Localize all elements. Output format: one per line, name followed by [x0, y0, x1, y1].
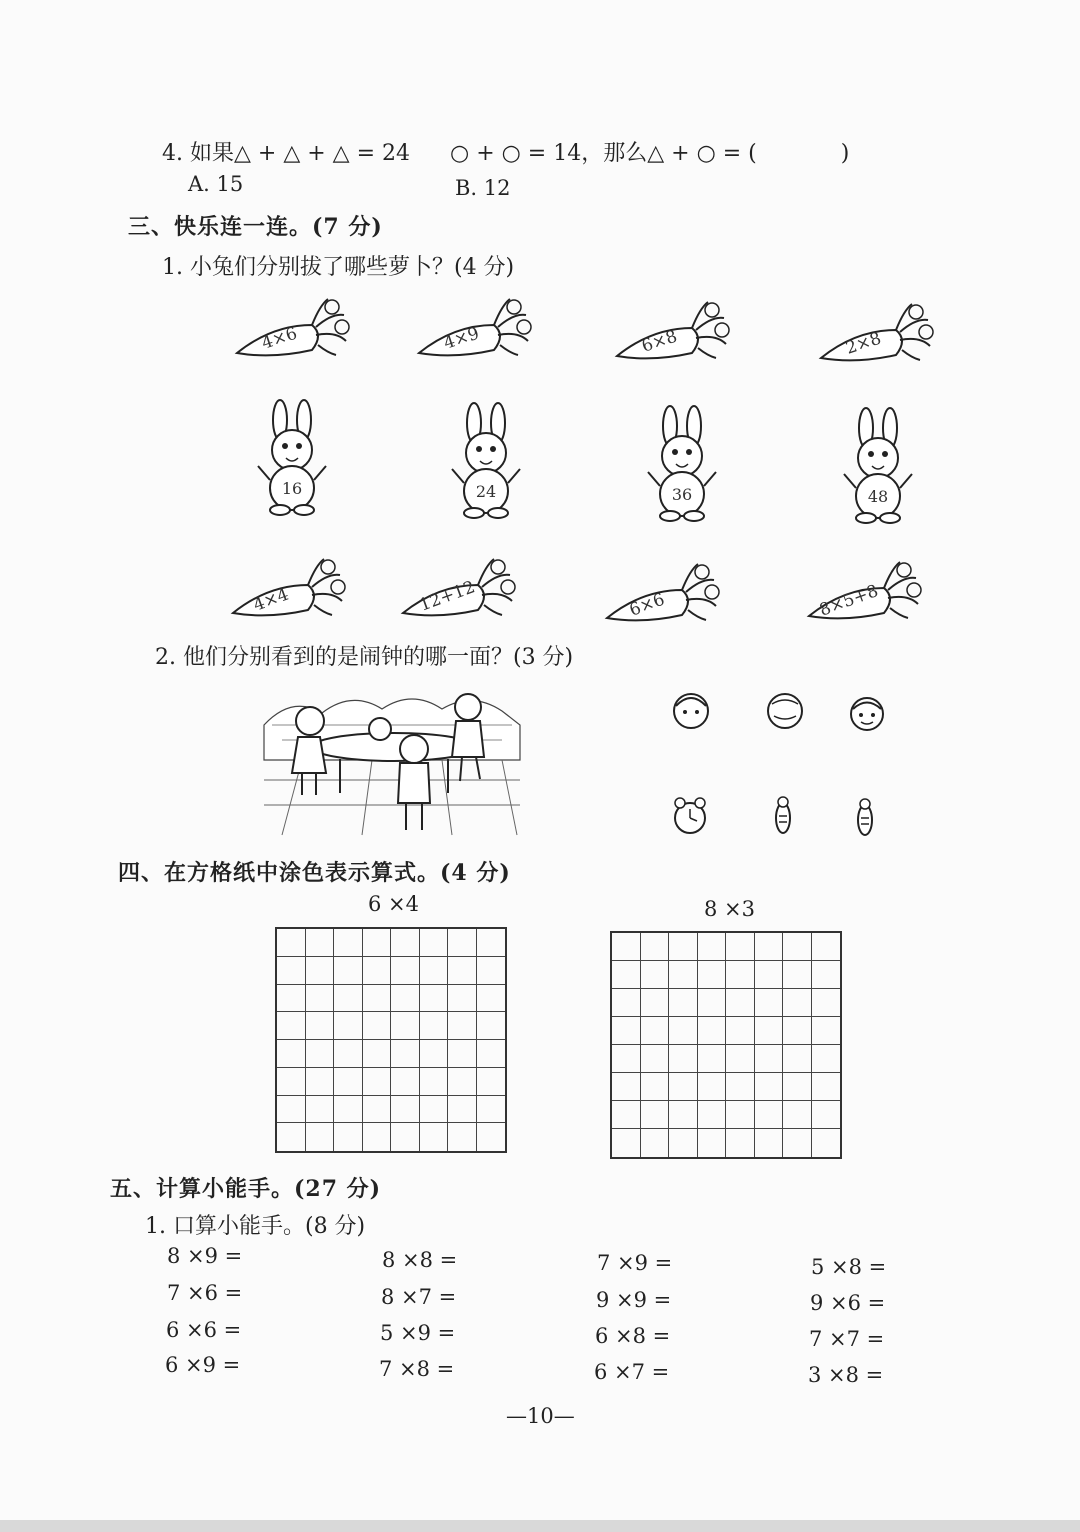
- grid-cell[interactable]: [420, 957, 449, 985]
- grid-cell[interactable]: [812, 1129, 841, 1157]
- grid-cell[interactable]: [306, 1040, 335, 1068]
- question-4-part-c: ): [840, 141, 850, 166]
- grid-cell[interactable]: [612, 1129, 641, 1157]
- grid-cell[interactable]: [363, 929, 392, 957]
- grid-cell[interactable]: [363, 957, 392, 985]
- grid-cell[interactable]: [448, 1096, 477, 1124]
- grid-cell[interactable]: [755, 933, 784, 961]
- grid-cell[interactable]: [669, 961, 698, 989]
- grid-cell[interactable]: [306, 985, 335, 1013]
- grid-cell[interactable]: [612, 989, 641, 1017]
- grid-cell[interactable]: [277, 957, 306, 985]
- view-boy-face[interactable]: [846, 694, 888, 738]
- calc-item: 8 ×9 =: [167, 1244, 243, 1268]
- girl-face-icon: [668, 690, 714, 732]
- carrot-label: 8×5+8: [816, 581, 881, 621]
- back-of-head-icon: [762, 690, 808, 732]
- grid-cell[interactable]: [477, 929, 506, 957]
- grid-cell[interactable]: [306, 1068, 335, 1096]
- bunny[interactable]: [252, 400, 332, 518]
- calc-item: 6 ×6 =: [166, 1318, 242, 1342]
- grid-cell[interactable]: [641, 1045, 670, 1073]
- bunny-icon: [446, 403, 526, 521]
- grid-cell[interactable]: [726, 1073, 755, 1101]
- grid-cell[interactable]: [698, 961, 727, 989]
- carrot-icon: [804, 558, 928, 628]
- grid-cell[interactable]: [448, 1040, 477, 1068]
- grid-cell[interactable]: [277, 1040, 306, 1068]
- grid-cell[interactable]: [641, 989, 670, 1017]
- grid-cell[interactable]: [812, 1045, 841, 1073]
- grid-cell[interactable]: [669, 1017, 698, 1045]
- calc-item: 6 ×7 =: [594, 1360, 670, 1384]
- question-4-stem: [162, 136, 849, 167]
- grid-cell[interactable]: [420, 1068, 449, 1096]
- grid-cell[interactable]: [755, 1017, 784, 1045]
- grid-cell[interactable]: [277, 1123, 306, 1151]
- grid-cell[interactable]: [812, 1101, 841, 1129]
- option-a: A. 15: [188, 172, 244, 196]
- grid-cell[interactable]: [612, 933, 641, 961]
- bunny-icon: [252, 400, 332, 518]
- grid-cell[interactable]: [783, 1045, 812, 1073]
- grid-cell[interactable]: [448, 957, 477, 985]
- grid-cell[interactable]: [698, 933, 727, 961]
- calc-item: 7 ×7 =: [809, 1327, 885, 1351]
- grid-cell[interactable]: [334, 1096, 363, 1124]
- carrot-icon: [228, 555, 348, 625]
- view-girl-face[interactable]: [668, 690, 714, 736]
- grid-cell[interactable]: [812, 1017, 841, 1045]
- bunny-icon: [838, 408, 918, 526]
- grid-paper-left[interactable]: [275, 927, 507, 1153]
- calc-item: 7 ×9 =: [597, 1251, 673, 1275]
- grid-cell[interactable]: [612, 1017, 641, 1045]
- grid-cell[interactable]: [812, 933, 841, 961]
- grid-cell[interactable]: [726, 1129, 755, 1157]
- grid-cell[interactable]: [363, 1123, 392, 1151]
- section-5-title: 五、计算小能手。(27 分): [110, 1176, 382, 1202]
- carrot[interactable]: [228, 555, 348, 625]
- boy-face-icon: [846, 694, 888, 734]
- grid-cell[interactable]: [391, 1040, 420, 1068]
- bottom-scroll-bar: [0, 1520, 1080, 1532]
- carrot[interactable]: [804, 558, 928, 628]
- grid-cell[interactable]: [363, 1040, 392, 1068]
- carrot-label: 2×8: [843, 328, 884, 359]
- bunny-label: 16: [281, 479, 303, 498]
- grid-left-label: 6 ×4: [368, 892, 419, 916]
- bunny-label: 48: [867, 487, 889, 506]
- grid-cell[interactable]: [698, 1101, 727, 1129]
- grid-cell[interactable]: [698, 1045, 727, 1073]
- grid-cell[interactable]: [334, 957, 363, 985]
- grid-cell[interactable]: [726, 933, 755, 961]
- grid-cell[interactable]: [783, 989, 812, 1017]
- grid-cell[interactable]: [448, 929, 477, 957]
- grid-cell[interactable]: [755, 1045, 784, 1073]
- bunny[interactable]: [838, 408, 918, 526]
- calc-item: 7 ×6 =: [167, 1281, 243, 1305]
- grid-cell[interactable]: [669, 1073, 698, 1101]
- grid-cell[interactable]: [783, 1017, 812, 1045]
- clock-side-view-left[interactable]: [770, 796, 796, 842]
- grid-cell[interactable]: [306, 929, 335, 957]
- grid-cell[interactable]: [477, 1068, 506, 1096]
- calc-item: 6 ×9 =: [165, 1353, 241, 1377]
- grid-cell[interactable]: [420, 1096, 449, 1124]
- carrot-icon: [398, 555, 518, 625]
- grid-paper-right[interactable]: [610, 931, 842, 1159]
- clock-side-icon: [770, 796, 796, 838]
- grid-cell[interactable]: [755, 1101, 784, 1129]
- view-back-of-head[interactable]: [762, 690, 808, 736]
- grid-cell[interactable]: [448, 985, 477, 1013]
- grid-cell[interactable]: [477, 1040, 506, 1068]
- grid-cell[interactable]: [698, 1017, 727, 1045]
- grid-cell[interactable]: [277, 929, 306, 957]
- grid-cell[interactable]: [612, 1073, 641, 1101]
- option-b: B. 12: [455, 176, 511, 200]
- calc-item: 5 ×9 =: [380, 1321, 456, 1345]
- grid-cell[interactable]: [391, 985, 420, 1013]
- grid-cell[interactable]: [755, 961, 784, 989]
- grid-cell[interactable]: [698, 989, 727, 1017]
- grid-cell[interactable]: [477, 1012, 506, 1040]
- grid-cell[interactable]: [334, 1123, 363, 1151]
- carrot[interactable]: [816, 300, 936, 370]
- clock-front-view[interactable]: [670, 796, 710, 842]
- grid-cell[interactable]: [448, 1068, 477, 1096]
- calc-item: 8 ×7 =: [381, 1285, 457, 1309]
- grid-cell[interactable]: [641, 961, 670, 989]
- section-5-q1: 1. 口算小能手。(8 分): [145, 1214, 366, 1239]
- carrot-icon: [612, 298, 732, 368]
- carrot-icon: [232, 295, 352, 365]
- grid-cell[interactable]: [306, 1096, 335, 1124]
- grid-cell[interactable]: [277, 1068, 306, 1096]
- grid-cell[interactable]: [391, 1096, 420, 1124]
- grid-cell[interactable]: [477, 985, 506, 1013]
- bunny-label: 24: [475, 482, 497, 501]
- grid-cell[interactable]: [306, 957, 335, 985]
- grid-cell[interactable]: [420, 1040, 449, 1068]
- grid-cell[interactable]: [448, 1012, 477, 1040]
- grid-cell[interactable]: [812, 1073, 841, 1101]
- grid-cell[interactable]: [277, 1012, 306, 1040]
- grid-cell[interactable]: [783, 1073, 812, 1101]
- grid-cell[interactable]: [363, 1068, 392, 1096]
- grid-cell[interactable]: [334, 1012, 363, 1040]
- grid-cell[interactable]: [334, 1068, 363, 1096]
- grid-cell[interactable]: [783, 933, 812, 961]
- grid-cell[interactable]: [612, 1101, 641, 1129]
- carrot-label: 6×8: [639, 326, 680, 357]
- grid-cell[interactable]: [698, 1073, 727, 1101]
- grid-cell[interactable]: [783, 1129, 812, 1157]
- question-4-part-a: 4. 如果△ + △ + △ = 24: [162, 141, 410, 166]
- clock-side-view-right[interactable]: [852, 798, 878, 844]
- section-3-q1: 1. 小兔们分别拔了哪些萝卜？(4 分): [162, 255, 515, 280]
- grid-cell[interactable]: [420, 1012, 449, 1040]
- grid-cell[interactable]: [477, 957, 506, 985]
- grid-cell[interactable]: [391, 929, 420, 957]
- carrot[interactable]: [602, 560, 722, 630]
- grid-cell[interactable]: [420, 929, 449, 957]
- grid-cell[interactable]: [391, 1123, 420, 1151]
- grid-cell[interactable]: [448, 1123, 477, 1151]
- grid-cell[interactable]: [612, 1045, 641, 1073]
- grid-cell[interactable]: [334, 985, 363, 1013]
- bunny[interactable]: [642, 406, 722, 524]
- grid-cell[interactable]: [755, 989, 784, 1017]
- grid-cell[interactable]: [726, 1017, 755, 1045]
- calc-item: 8 ×8 =: [382, 1248, 458, 1272]
- children-table-scene-icon: [262, 685, 522, 840]
- bunny-label: 36: [671, 485, 693, 504]
- grid-cell[interactable]: [726, 961, 755, 989]
- carrot-label: 4×6: [259, 323, 300, 354]
- grid-cell[interactable]: [669, 1129, 698, 1157]
- carrot[interactable]: [232, 295, 352, 365]
- calc-item: 3 ×8 =: [808, 1363, 884, 1387]
- grid-cell[interactable]: [669, 989, 698, 1017]
- section-4-title: 四、在方格纸中涂色表示算式。(4 分): [118, 860, 511, 886]
- carrot-label: 4×9: [441, 323, 482, 354]
- grid-cell[interactable]: [277, 985, 306, 1013]
- calc-item: 6 ×8 =: [595, 1324, 671, 1348]
- grid-cell[interactable]: [755, 1129, 784, 1157]
- grid-cell[interactable]: [306, 1123, 335, 1151]
- grid-cell[interactable]: [726, 1101, 755, 1129]
- grid-cell[interactable]: [420, 985, 449, 1013]
- grid-cell[interactable]: [363, 1096, 392, 1124]
- clock-front-icon: [670, 796, 710, 838]
- grid-cell[interactable]: [477, 1096, 506, 1124]
- grid-cell[interactable]: [334, 929, 363, 957]
- calc-item: 9 ×6 =: [810, 1291, 886, 1315]
- children-clock-illustration: [262, 685, 522, 844]
- carrot[interactable]: [612, 298, 732, 368]
- grid-cell[interactable]: [306, 1012, 335, 1040]
- grid-cell[interactable]: [363, 985, 392, 1013]
- grid-cell[interactable]: [755, 1073, 784, 1101]
- grid-cell[interactable]: [698, 1129, 727, 1157]
- carrot-icon: [602, 560, 722, 630]
- grid-cell[interactable]: [669, 1101, 698, 1129]
- carrot-label: 4×4: [250, 584, 292, 616]
- grid-cell[interactable]: [726, 1045, 755, 1073]
- grid-cell[interactable]: [277, 1096, 306, 1124]
- grid-cell[interactable]: [812, 989, 841, 1017]
- grid-cell[interactable]: [641, 933, 670, 961]
- grid-cell[interactable]: [363, 1012, 392, 1040]
- grid-cell[interactable]: [641, 1129, 670, 1157]
- carrot-label: 6×6: [626, 589, 668, 621]
- grid-cell[interactable]: [391, 1068, 420, 1096]
- bunny[interactable]: [446, 403, 526, 521]
- calc-item: 7 ×8 =: [379, 1357, 455, 1381]
- carrot-label: 12+12: [416, 577, 478, 616]
- grid-cell[interactable]: [669, 933, 698, 961]
- grid-cell[interactable]: [612, 961, 641, 989]
- carrot-icon: [414, 295, 534, 365]
- carrot[interactable]: [414, 295, 534, 365]
- grid-cell[interactable]: [391, 957, 420, 985]
- grid-cell[interactable]: [641, 1101, 670, 1129]
- page-number: —10—: [506, 1404, 575, 1428]
- grid-cell[interactable]: [783, 961, 812, 989]
- section-3-q2: 2. 他们分别看到的是闹钟的哪一面？(3 分): [155, 645, 574, 670]
- section-3-title: 三、快乐连一连。(7 分): [128, 214, 383, 240]
- clock-side-icon: [852, 798, 878, 840]
- calc-item: 5 ×8 =: [811, 1255, 887, 1279]
- grid-cell[interactable]: [477, 1123, 506, 1151]
- grid-cell[interactable]: [391, 1012, 420, 1040]
- grid-cell[interactable]: [726, 989, 755, 1017]
- bunny-icon: [642, 406, 722, 524]
- grid-cell[interactable]: [641, 1073, 670, 1101]
- grid-cell[interactable]: [783, 1101, 812, 1129]
- grid-right-label: 8 ×3: [704, 897, 755, 921]
- grid-cell[interactable]: [641, 1017, 670, 1045]
- question-4-part-b: ○ + ○ = 14，那么△ + ○ = (: [450, 141, 757, 166]
- grid-cell[interactable]: [812, 961, 841, 989]
- calc-item: 9 ×9 =: [596, 1288, 672, 1312]
- grid-cell[interactable]: [420, 1123, 449, 1151]
- carrot[interactable]: [398, 555, 518, 625]
- grid-cell[interactable]: [669, 1045, 698, 1073]
- grid-cell[interactable]: [334, 1040, 363, 1068]
- carrot-icon: [816, 300, 936, 370]
